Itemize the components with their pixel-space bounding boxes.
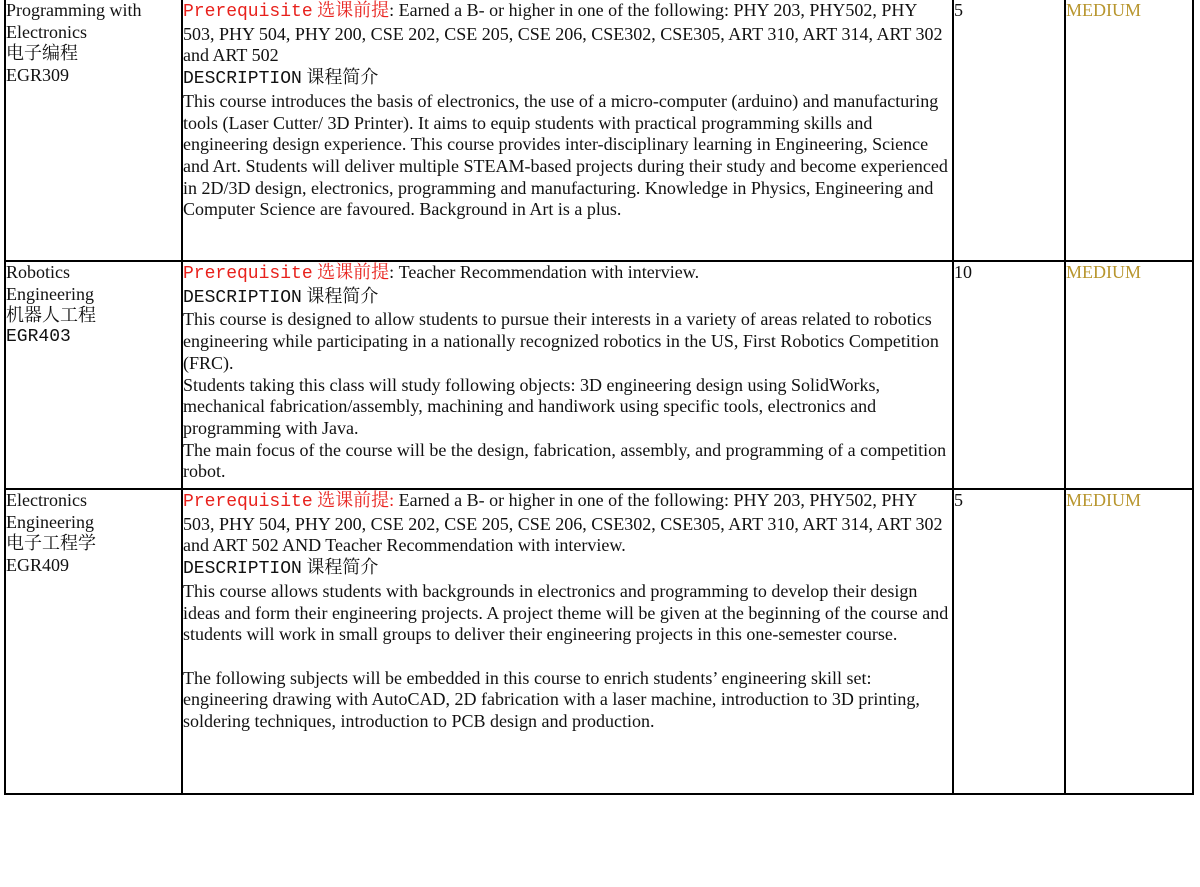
- description-paragraph: Students taking this class will study following objects: 3D engineering design using SolidWorks, mechanical fabrication/assembly, machining and handiwork using specific tools, electronics and programming with Java.: [183, 374, 881, 438]
- course-name: Electronics: [6, 490, 87, 510]
- prerequisite-label: Prerequisite: [183, 492, 313, 512]
- level-cell: [1065, 261, 1193, 489]
- prerequisite-separator: :: [389, 490, 395, 510]
- table-row: [5, 261, 1193, 489]
- course-table: [4, 0, 1194, 795]
- prerequisite-label-cn: 选课前提: [317, 490, 390, 510]
- course-code: EGR309: [6, 65, 69, 86]
- difficulty-level: MEDIUM: [1066, 0, 1141, 20]
- prerequisite-text: Earned a B- or higher in one of the following: PHY 203, PHY502, PHY 503, PHY 504, PHY 200, CSE 202, CSE 205, CSE 206, CSE302, CSE305, ART 310, ART 314, ART 302 and ART 502: [183, 0, 943, 66]
- course-name: Robotics: [6, 262, 71, 282]
- description-heading: [183, 557, 952, 581]
- description-paragraph: The following subjects will be embedded in this course to enrich students’ engineering skill set: engineering drawing with AutoCAD, 2D fabrication with a laser machine, introduction to 3D printing, soldering techniques, introduction to PCB design and production.: [183, 667, 920, 732]
- course-name-cn: 机器人工程: [6, 305, 96, 326]
- course-name: Engineering: [6, 283, 94, 304]
- course-details-cell: [182, 0, 953, 261]
- difficulty-level: MEDIUM: [1066, 490, 1141, 510]
- difficulty-level: MEDIUM: [1066, 262, 1141, 282]
- credits-cell: [953, 489, 1065, 794]
- description-paragraph: This course allows students with backgrounds in electronics and programming to develop their design ideas and form their engineering projects. A project theme will be given at the beginning of the course and students will work in small groups to deliver their engineering projects in this one-semester course.: [183, 580, 949, 645]
- level-cell: [1065, 489, 1193, 794]
- description-label-cn: 课程简介: [306, 285, 379, 306]
- credits-cell: [953, 0, 1065, 261]
- description-label: DESCRIPTION: [183, 287, 302, 308]
- prerequisite-label-cn: 选课前提: [317, 0, 390, 20]
- description-heading: [183, 286, 952, 310]
- credits-value: 10: [954, 262, 972, 282]
- credits-cell: [953, 261, 1065, 489]
- course-name-cn: 电子工程学: [6, 533, 96, 554]
- course-name-cn: 电子编程: [6, 43, 78, 64]
- prerequisite: [183, 262, 952, 286]
- prerequisite: [183, 0, 952, 67]
- table-row: [5, 489, 1193, 794]
- course-details-cell: [182, 489, 953, 794]
- course-name-cell: [5, 489, 182, 794]
- level-cell: [1065, 0, 1193, 261]
- course-code: EGR403: [6, 327, 71, 348]
- description-label: DESCRIPTION: [183, 69, 302, 90]
- course-name-cell: [5, 0, 182, 261]
- prerequisite-text: Teacher Recommendation with interview.: [394, 262, 700, 282]
- prerequisite-label-cn: 选课前提: [317, 262, 390, 282]
- course-name-cell: [5, 261, 182, 489]
- description-text: This course introduces the basis of electronics, the use of a micro-computer (arduino) and manufacturing tools (Laser Cutter/ 3D Printer). It aims to equip students with practical programming skills and engineering design experience. This course provides inter-disciplinary learning in Engineering, Science and Art. Students will deliver multiple STEAM-based projects during their study and become experienced in 2D/3D design, electronics, programming and manufacturing. Knowledge in Physics, Engineering and Computer Science are favoured. Background in Art is a plus.: [183, 90, 948, 220]
- description-heading: [183, 67, 952, 91]
- course-name: Engineering: [6, 511, 94, 532]
- description-label: DESCRIPTION: [183, 559, 302, 580]
- prerequisite-text: Earned a B- or higher in one of the following: PHY 203, PHY502, PHY 503, PHY 504, PHY 200, CSE 202, CSE 205, CSE 206, CSE302, CSE305, ART 310, ART 314, ART 302 and ART 502 AND Teacher Recommendation with interview.: [183, 490, 943, 556]
- prerequisite: [183, 490, 952, 557]
- description-paragraph: The main focus of the course will be the design, fabrication, assembly, and programming of a competition robot.: [183, 439, 947, 482]
- description-label-cn: 课程简介: [306, 557, 379, 578]
- prerequisite-separator: :: [389, 0, 395, 20]
- prerequisite-label: Prerequisite: [183, 264, 313, 284]
- course-name: Programming with: [6, 0, 142, 20]
- table-row: [5, 0, 1193, 261]
- prerequisite-label: Prerequisite: [183, 2, 313, 22]
- credits-value: 5: [954, 0, 963, 20]
- course-name: Electronics: [6, 21, 87, 42]
- course-details-cell: [182, 261, 953, 489]
- description-paragraph: This course is designed to allow students to pursue their interests in a variety of areas related to robotics engineering while participating in a nationally recognized robotics in the US, First Robotics Competition (FRC).: [183, 309, 939, 373]
- credits-value: 5: [954, 490, 963, 510]
- description-label-cn: 课程简介: [306, 67, 379, 88]
- prerequisite-separator: :: [389, 262, 395, 282]
- course-code: EGR409: [6, 555, 69, 576]
- paragraph-spacer: [183, 646, 952, 668]
